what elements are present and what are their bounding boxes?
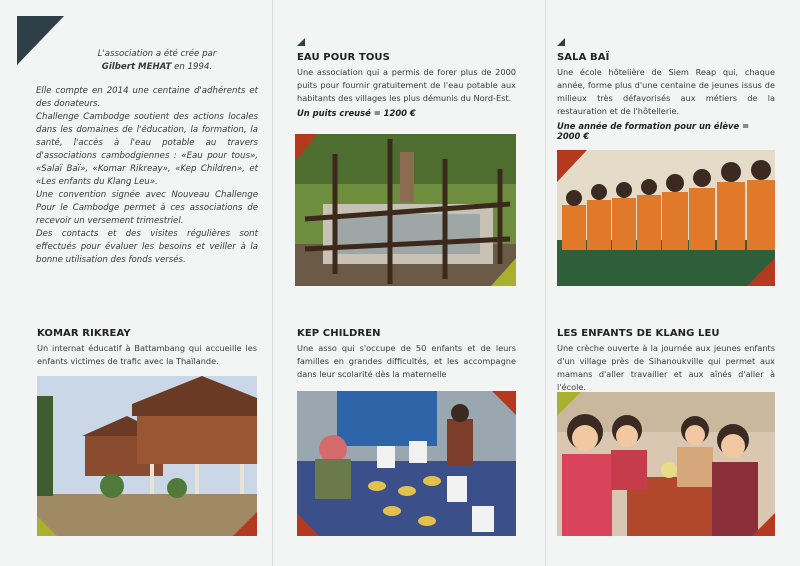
fold-line-left [272,0,273,566]
section-title: EAU POUR TOUS [297,52,390,63]
photo-creche-children [557,392,775,536]
section-cost: Un puits creusé = 1200 € [297,108,416,118]
creation-line [56,48,258,74]
founded-year: en 1994. [174,62,213,72]
photo-water-well [295,134,516,286]
section-eau-pour-tous [297,52,516,118]
section-klang-leu [557,328,775,394]
section-description: Une école hôtelière de Siem Reap qui, chaque année, forme plus d'une centaine de jeunes issus de milieux très défavorisés aux métiers de la restauration et de l'hôtellerie. [557,67,775,116]
fold-line-right [545,0,546,566]
section-sala-bai [557,52,775,141]
section-cost: Une année de formation pour un élève = 2000 € [557,121,750,141]
created-by-text: L'association a été crée par [97,49,217,59]
section-marker-icon [297,38,305,46]
members-paragraph: Elle compte en 2014 une centaine d'adhérents et des donateurs. [36,86,258,109]
convention-paragraph: Une convention signée avec Nouveau Challenge Pour le Cambodge permet à ces associations de recevoir un versement trimestriel. [36,190,258,226]
section-title: SALA BAÏ [557,52,610,63]
section-description: Une asso qui s'occupe de 50 enfants et de leurs familles en grandes difficultés, et les accompagne dans leur scolarité dès la maternelle [297,343,516,379]
section-kep-children [297,328,516,381]
section-title: LES ENFANTS DE KLANG LEU [557,328,720,339]
section-description: Une association qui a permis de forer plus de 2000 puits pour fournir gratuitement de l'eau potable aux habitants des villages les plus démunis du Nord-Est. [297,67,516,103]
visits-paragraph: Des contacts et des visites régulières sont effectués pour évaluer les besoins et veiller à la bonne utilisation des fonds versés. [36,229,258,265]
support-paragraph: Challenge Cambodge soutient des actions locales dans les domaines de l'éducation, la formation, la santé, l'accès à l'eau potable au travers d'associations cambodgiennes : «Eau pour tous», «Salaï Baï», «Komar Rikreay», «Kep Children», et «Les enfants du Klang Leu». [36,112,258,187]
intro-text-block [36,48,258,267]
photo-students-orange [557,150,775,286]
section-title: KEP CHILDREN [297,328,381,339]
section-description: Un internat éducatif à Battambang qui accueille les enfants victimes de trafic avec la Thaïlande. [37,343,257,366]
photo-wooden-houses [37,376,257,536]
section-marker-icon [557,38,565,46]
section-komar-rikreay [37,328,257,368]
photo-children-meal [297,391,516,536]
section-title: KOMAR RIKREAY [37,328,131,339]
section-description: Une crèche ouverte à la journée aux jeunes enfants d'un village près de Sihanoukville qui permet aux mamans d'aller travailler et aux aînés d'aller à l'école. [557,343,775,392]
founder-name: Gilbert MEHAT [101,62,172,72]
